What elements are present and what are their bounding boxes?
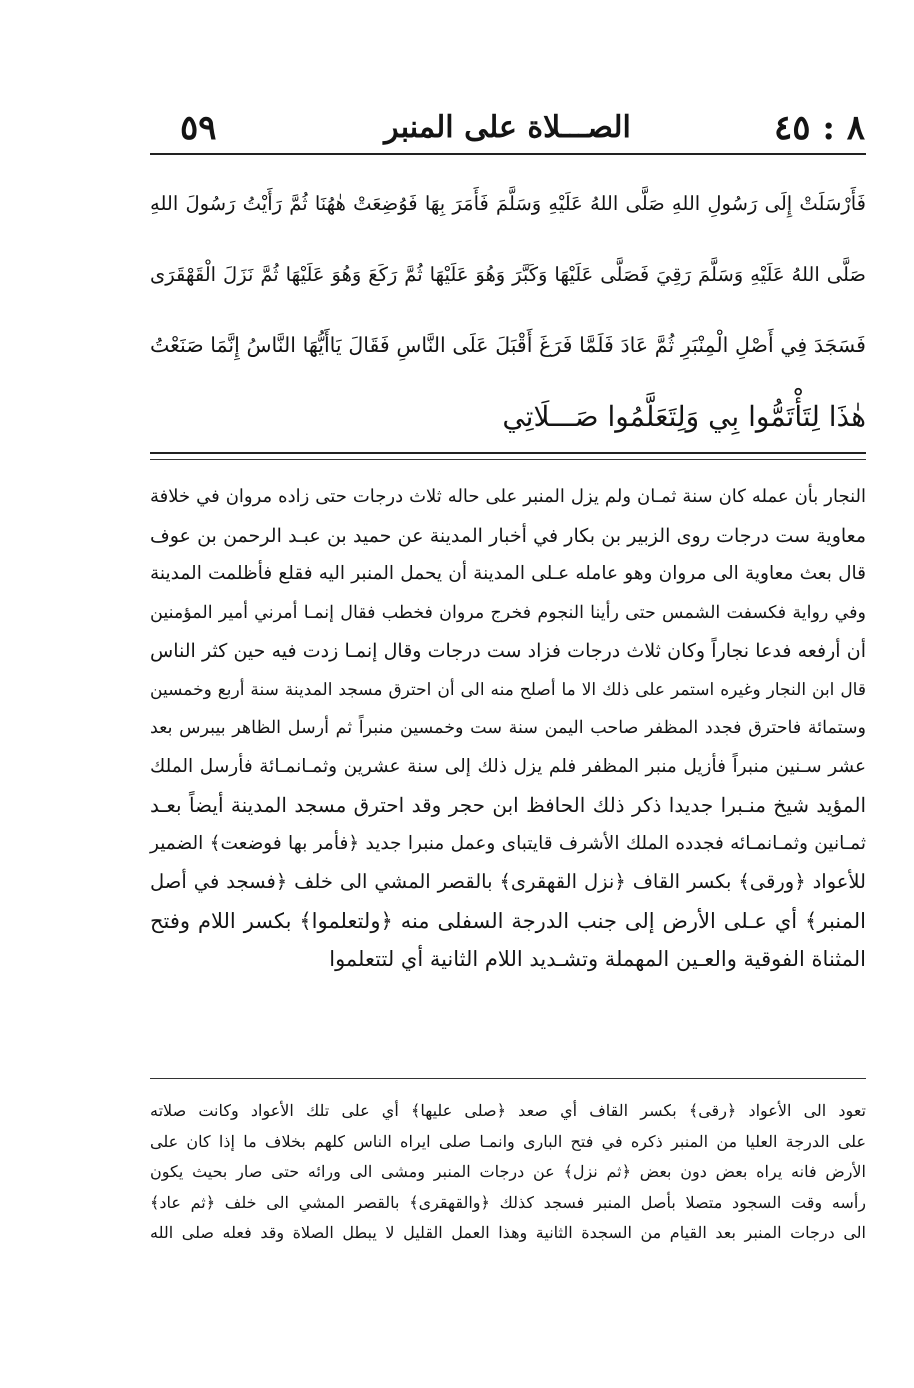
- separator-rule-bottom: [150, 459, 866, 460]
- footnote-text: [150, 1096, 866, 1249]
- hadith-line: هٰذَا لِتَأْتَمُّوا بِي وَلِتَعَلَّمُوا صَـــلَاتِي: [502, 400, 866, 433]
- commentary-line: وفي رواية فكسفت الشمس حتى رأينا النجوم فخرج مروان فخطب فقال إنمـا أمرني أمير المؤمنين: [150, 602, 866, 623]
- commentary-line: المؤيد شيخ منـبرا جديدا ذكر ذلك الحافظ ابن حجر وقد احترق مسجد المدينة أيضاً بعـد: [150, 793, 866, 817]
- commentary-line: النجار بأن عمله كان سنة ثمـان ولم يزل المنبر على حاله ثلاث درجات حتى زاده مروان في خلافة: [150, 486, 866, 507]
- page-header: [150, 104, 865, 152]
- page-title: الصـــلاة على المنبر: [384, 110, 631, 145]
- commentary-line: المثناة الفوقية والعـين المهملة وتشـديد اللام الثانية أي لتتعلموا: [329, 947, 866, 971]
- commentary-line: عشر سـنين منبراً فأزيل منبر المظفر فلم يزل ذلك إلى سنة عشرين وثمـانمـائة فأرسل الملك: [150, 755, 866, 777]
- footnote-rule: [150, 1078, 866, 1079]
- footnote-line: رأسه وقت السجود متصلا بأصل المنبر فسجد كذلك ﴿والقهقرى﴾ بالقصر المشي الى خلف ﴿ثم عاد﴾: [150, 1192, 866, 1212]
- footnote-line: الى درجات المنبر بعد القيام من السجدة الثانية وهذا العمل القليل لا يبطل الصلاة وقد فعله صلى الله: [150, 1223, 866, 1243]
- footnote-line: الأرض فانه يراه بعض دون بعض ﴿ثم نزل﴾ عن درجات المنبر ومشى الى ورائه حتى صار بحيث يكون: [150, 1162, 866, 1182]
- hadith-line: فَأَرْسَلَتْ إِلَى رَسُولِ اللهِ صَلَّى اللهُ عَلَيْهِ وَسَلَّمَ فَأَمَرَ بِهَا فَوُضِعَتْ هٰهُنَا ثُمَّ رَأَيْتُ رَسُولَ اللهِ: [150, 192, 866, 215]
- commentary-line: أن أرفعه فدعا نجاراً وكان ثلاث درجات فزاد ست درجات وقال إنمـا زدت فيه حين كثر الناس: [150, 640, 866, 662]
- hadith-line: فَسَجَدَ فِي أَصْلِ الْمِنْبَرِ ثُمَّ عَادَ فَلَمَّا فَرَغَ أَقْبَلَ عَلَى النَّاسِ فَقَالَ يَاأَيُّهَا النَّاسُ إِنَّمَا صَنَعْتُ: [150, 333, 866, 357]
- commentary-line: معاوية ست درجات روى الزبير بن بكار في أخبار المدينة عن حميد بن عبـد الرحمن بن عوف: [150, 524, 866, 547]
- hadith-line: صَلَّى اللهُ عَلَيْهِ وَسَلَّمَ رَقِيَ فَصَلَّى عَلَيْهَا وَكَبَّرَ وَهُوَ عَلَيْهَا ثُمَّ رَكَعَ وَهُوَ عَلَيْهَا ثُمَّ نَزَلَ الْقَهْقَرَى: [150, 263, 866, 286]
- page-number: ٥٩: [180, 108, 217, 148]
- header-rule: [150, 153, 866, 155]
- hadith-text: [150, 168, 866, 452]
- commentary-line: قال بعث معاوية الى مروان وهو عامله عـلى المدينة أن يحمل المنبر اليه فقلع فأظلمت المدينة: [150, 563, 866, 584]
- commentary-line: ثمـانين وثمـانمـائه فجدده الملك الأشرف قايتباى وعمل منبرا جديد ﴿فأمر بها فوضعت﴾ الضمير: [150, 832, 866, 854]
- separator-rule-top: [150, 452, 866, 454]
- commentary-line: وستمائة فاحترق فجدد المظفر صاحب اليمن سنة ست وخمسين منبراً ثم أرسل الظاهر بيبرس بعد: [150, 718, 866, 738]
- commentary-text: [150, 478, 866, 979]
- footnote-line: على الدرجة العليا من المنبر ذكره في فتح البارى وانمـا صلى ايراه الناس كلهم بخلاف ما إذا كان على: [150, 1131, 866, 1151]
- footnote-line: تعود الى الأعواد ﴿رقى﴾ بكسر القاف أي صعد ﴿صلى عليها﴾ أي على تلك الأعواد وكانت صلاته: [150, 1101, 866, 1120]
- commentary-line: قال ابن النجار وغيره استمر على ذلك الا ما أصلح منه الى أن احترق مسجد المدينة سنة أربع وخمسين: [150, 679, 866, 700]
- chapter-verse-reference: ٨ : ٤٥: [773, 108, 865, 148]
- commentary-line: المنبر﴾ أي عـلى الأرض إلى جنب الدرجة السفلى منه ﴿ولتعلموا﴾ بكسر اللام وفتح: [150, 908, 866, 933]
- commentary-line: للأعواد ﴿ورقى﴾ بكسر القاف ﴿نزل القهقرى﴾ بالقصر المشي الى خلف ﴿فسجد في أصل: [150, 870, 866, 893]
